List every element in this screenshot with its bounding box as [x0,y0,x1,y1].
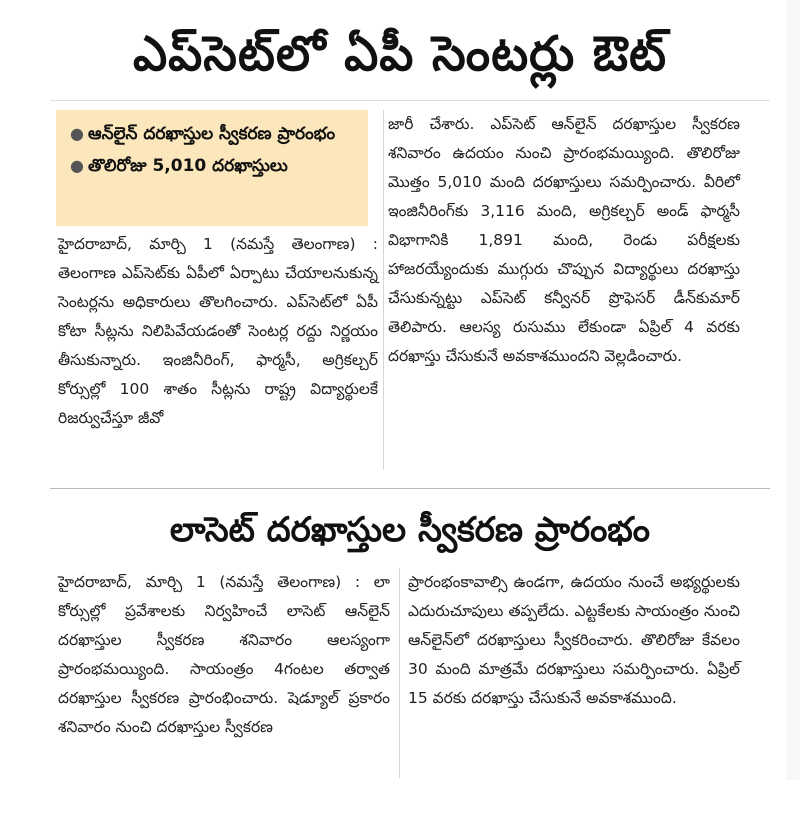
highlight-text: తొలిరోజు 5,010 దరఖాస్తులు [88,156,288,176]
article1-body-right: జారీ చేశారు. ఎప్‌సెట్ ఆన్‌లైన్ దరఖాస్తుల స్వీకరణ శనివారం ఉదయం నుంచి ప్రారంభమయ్యింది. తొలిరోజు మొత్తం 5,010 మంది దరఖాస్తులు సమర్పించారు. వీరిలో ఇంజినీరింగ్‌కు 3,116 మంది, అగ్రికల్చర్ అండ్ ఫార్మసీ విభాగానికి 1,891 మంది, రెండు పరీక్షలకు హాజరయ్యేందుకు ముగ్గురు చొప్పున విద్యార్థులు దరఖాస్తు చేసుకున్నట్టు ఎప్‌సెట్ కన్వీనర్ ప్రొఫెసర్ డీన్‌కుమార్ తెలిపారు. ఆలస్య రుసుము లేకుండా ఏప్రిల్ 4 వరకు దరఖాస్తు చేసుకునే అవకాశముందని వెల్లడించారు. [388,115,740,365]
highlight-text: ఆన్‌లైన్ దరఖాస్తుల స్వీకరణ ప్రారంభం [88,124,336,144]
headline-divider [50,100,770,101]
article1-body-left: హైదరాబాద్, మార్చి 1 (నమస్తే తెలంగాణ) : తెలంగాణ ఎప్‌సెట్‌కు ఏపీలో ఏర్పాటు చేయాలనుకున్న సెంటర్లను అధికారులు తొలగించారు. ఎప్‌సెట్‌లో ఏపీ కోటా సీట్లను నిలిపివేయడంతో సెంటర్ల రద్దు నిర్ణయం తీసుకున్నారు. ఇంజినీరింగ్, ఫార్మసీ, అగ్రికల్చర్ కోర్సుల్లో 100 శాతం సీట్లను రాష్ట్ర విద్యార్థులకే రిజర్వుచేస్తూ జీవో [58,235,378,427]
article2-headline: లాసెట్ దరఖాస్తుల స్వీకరణ ప్రారంభం [169,510,651,550]
article2-body-left: హైదరాబాద్, మార్చి 1 (నమస్తే తెలంగాణ) : లా కోర్సుల్లో ప్రవేశాలకు నిర్వహించే లాసెట్ ఆన్‌లైన్ దరఖాస్తుల స్వీకరణ శనివారం ఆలస్యంగా ప్రారంభమయ్యింది. సాయంత్రం 4గంటల తర్వాత దరఖాస్తుల స్వీకరణ ప్రారంభించారు. షెడ్యూల్ ప్రకారం శనివారం నుంచి దరఖాస్తుల స్వీకరణ [58,573,390,736]
highlight-item [66,150,358,182]
article2-column-left [58,568,390,742]
article1-headline: ఎప్‌సెట్‌లో ఏపీ సెంటర్లు ఔట్ [132,26,668,82]
highlight-item [66,118,358,150]
highlights-box [56,110,368,226]
column-divider [383,110,384,470]
article2-body-right: ప్రారంభంకావాల్సి ఉండగా, ఉదయం నుంచే అభ్యర్థులకు ఎదురుచూపులు తప్పలేదు. ఎట్టకేలకు సాయంత్రం నుంచి ఆన్‌లైన్‌లో దరఖాస్తులు స్వీకరించారు. తొలిరోజు కేవలం 30 మంది మాత్రమే దరఖాస్తులు సమర్పించారు. ఏప్రిల్ 15 వరకు దరఖాస్తు చేసుకునే అవకాశముంది. [408,573,740,707]
bullet-icon: ● [70,124,84,143]
bullet-icon: ● [70,156,84,175]
article2-column-right [408,568,740,713]
article1-column-left [58,230,378,433]
column-divider [399,568,400,778]
article1-column-right [388,110,740,371]
page-edge-strip [786,0,800,780]
article-divider [50,488,770,489]
